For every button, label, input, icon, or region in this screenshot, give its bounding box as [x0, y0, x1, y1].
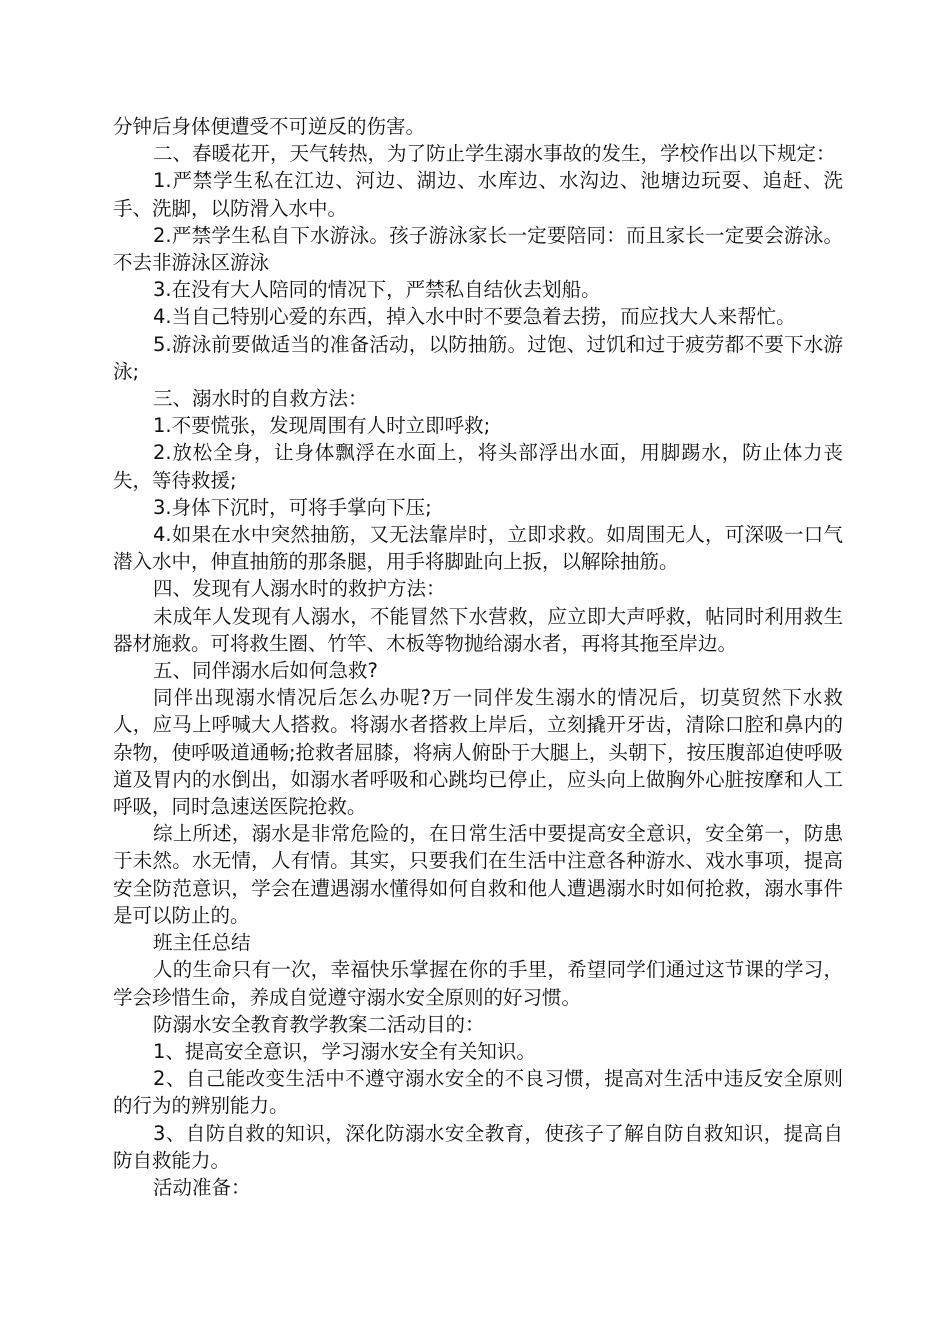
activity-preparation-heading: 活动准备：	[153, 1175, 251, 1199]
goal-item-2: 2、自己能改变生活中不遵守溺水安全的不良习惯，提高对生活中违反安全原则的行为的辨别能力。	[113, 1067, 843, 1118]
teacher-summary-paragraph: 人的生命只有一次，幸福快乐掌握在你的手里，希望同学们通过这节课的学习，学会珍惜生命，养成自觉遵守溺水安全原则的好习惯。	[113, 958, 843, 1009]
section-heading-5: 五、同伴溺水后如何急救?	[153, 659, 378, 683]
summary-paragraph: 综上所述，溺水是非常危险的，在日常生活中要提高安全意识，安全第一，防患于未然。水无情，人有情。其实，只要我们在生活中注意各种游水、戏水事项，提高安全防范意识，学会在遭遇溺水懂得如何自救和他人遭遇溺水时如何抢救，溺水事件是可以防止的。	[113, 822, 843, 927]
rule-item-1: 1.严禁学生私在江边、河边、湖边、水库边、水沟边、池塘边玩耍、追赶、洗手、洗脚，以防滑入水中。	[113, 169, 843, 220]
self-rescue-item-2: 2.放松全身，让身体飘浮在水面上，将头部浮出水面，用脚踢水，防止体力丧失，等待救援;	[113, 441, 843, 492]
first-aid-paragraph: 同伴出现溺水情况后怎么办呢?万一同伴发生溺水的情况后，切莫贸然下水救人，应马上呼喊大人搭救。将溺水者搭救上岸后，立刻撬开牙齿，清除口腔和鼻内的杂物，使呼吸道通畅;抢救者屈膝，将病人俯卧于大腿上，头朝下，按压腹部迫使呼吸道及胃内的水倒出，如溺水者呼吸和心跳均已停止，应头向上做胸外心脏按摩和人工呼吸，同时急速送医院抢救。	[113, 686, 843, 819]
paragraph-continuation: 分钟后身体便遭受不可逆反的伤害。	[113, 115, 426, 138]
section-heading-2: 二、春暖花开，天气转热，为了防止学生溺水事故的发生，学校作出以下规定：	[153, 142, 836, 166]
teacher-summary-heading: 班主任总结	[153, 931, 251, 955]
rescue-paragraph: 未成年人发现有人溺水，不能冒然下水营救，应立即大声呼救，帖同时利用救生器材施救。可将救生圈、竹竿、木板等物抛给溺水者，再将其拖至岸边。	[113, 604, 843, 655]
self-rescue-item-3: 3.身体下沉时，可将手掌向下压;	[153, 495, 432, 519]
rule-item-3: 3.在没有大人陪同的情况下，严禁私自结伙去划船。	[153, 278, 601, 302]
self-rescue-item-4: 4.如果在水中突然抽筋，又无法靠岸时，立即求救。如周围无人，可深吸一口气潜入水中，伸直抽筋的那条腿，用手将脚趾向上扳，以解除抽筋。	[113, 523, 843, 574]
section-heading-3: 三、溺水时的自救方法：	[153, 387, 368, 411]
self-rescue-item-1: 1.不要慌张，发现周围有人时立即呼救;	[153, 414, 491, 438]
document-body	[113, 113, 843, 1201]
rule-item-4: 4.当自己特别心爱的东西，掉入水中时不要急着去捞，而应找大人来帮忙。	[153, 305, 796, 329]
rule-item-5: 5.游泳前要做适当的准备活动，以防抽筋。过饱、过饥和过于疲劳都不要下水游泳;	[113, 332, 843, 383]
goal-item-1: 1、提高安全意识，学习溺水安全有关知识。	[153, 1039, 536, 1063]
rule-item-2: 2.严禁学生私自下水游泳。孩子游泳家长一定要陪同：而且家长一定要会游泳。不去非游泳区游泳	[113, 223, 843, 275]
plan-two-heading: 防溺水安全教育教学教案二活动目的：	[153, 1012, 485, 1036]
section-heading-4: 四、发现有人溺水时的救护方法：	[153, 577, 446, 601]
goal-item-3: 3、自防自救的知识，深化防溺水安全教育，使孩子了解自防自救知识，提高自防自救能力。	[113, 1121, 843, 1172]
